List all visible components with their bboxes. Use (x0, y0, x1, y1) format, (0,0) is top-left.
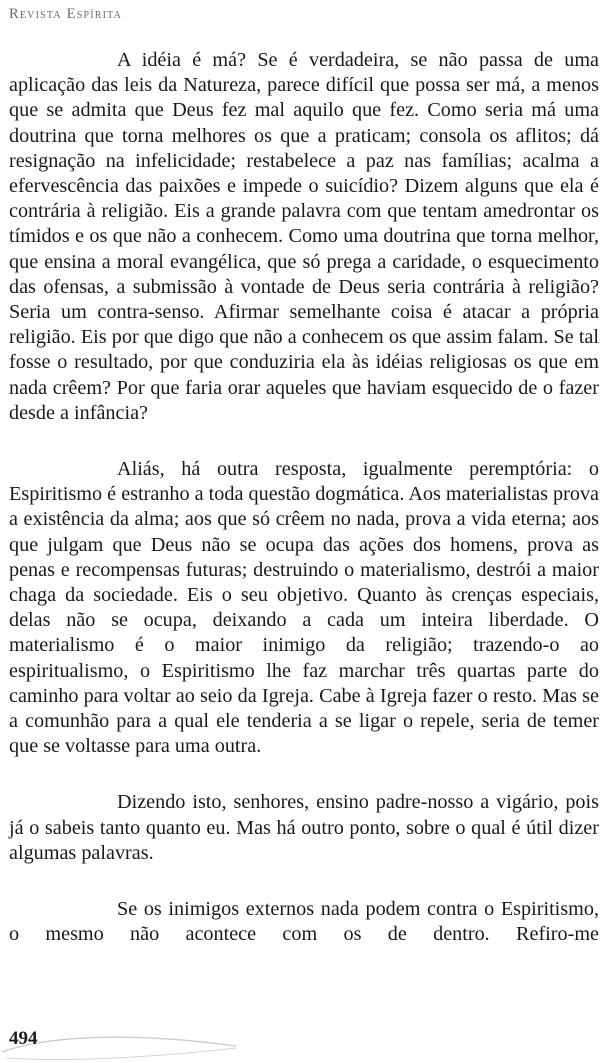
page-number: 494 (9, 1028, 38, 1049)
body-text (9, 48, 599, 948)
running-head-title: Revista Espírita (9, 6, 123, 22)
paragraph: A idéia é má? Se é verdadeira, se não passa de uma aplicação das leis da Natureza, parece difícil que possa ser má, a menos que se admita que Deus fez mal aquilo que fez. Como seria má uma doutrina que torna melhores os que a praticam; consola os aflitos; dá resignação na infelicidade; restabelece a paz nas famílias; acalma a efervescência das paixões e impede o suicídio? Dizem alguns que ela é contrária à religião. Eis a grande palavra com que tentam amedrontar os tímidos e os que não a conhecem. Como uma doutrina que torna melhor, que ensina a moral evangélica, que só prega a caridade, o esquecimento das ofensas, a submissão à vontade de Deus seria contrária à religião? Seria um contra-senso. Afirmar semelhante coisa é atacar a própria religião. Eis por que digo que não a conhecem os que assim falam. Se tal fosse o resultado, por que conduziria ela às idéias religiosas os que em nada crêem? Por que faria orar aqueles que haviam esquecido de o fazer desde a infância? (9, 49, 599, 424)
paragraph: Se os inimigos externos nada podem contra o Espiritismo, o mesmo não acontece com os de dentro. Refiro-me (9, 898, 599, 946)
paragraph: Aliás, há outra resposta, igualmente peremptória: o Espiritismo é estranho a toda questão dogmática. Aos materialistas prova a existência da alma; aos que só crêem no nada, prova a vida eterna; aos que julgam que Deus não se ocupa das ações dos homens, prova as penas e recompensas futuras; destruindo o materialismo, destrói a maior chaga da sociedade. Eis o seu objetivo. Quanto às crenças especiais, delas não se ocupa, deixando a cada um inteira liberdade. O materialismo é o maior inimigo da religião; trazendo-o ao espiritualismo, o Espiritismo lhe faz marchar três quartas parte do caminho para voltar ao seio da Igreja. Cabe à Igreja fazer o resto. Mas se a comunhão para a qual ele tenderia a se ligar o repele, seria de temer que se voltasse para uma outra. (9, 458, 599, 758)
paragraph: Dizendo isto, senhores, ensino padre-nosso a vigário, pois já o sabeis tanto quanto eu. Mas há outro ponto, sobre o qual é útil dizer algumas palavras. (9, 791, 599, 864)
